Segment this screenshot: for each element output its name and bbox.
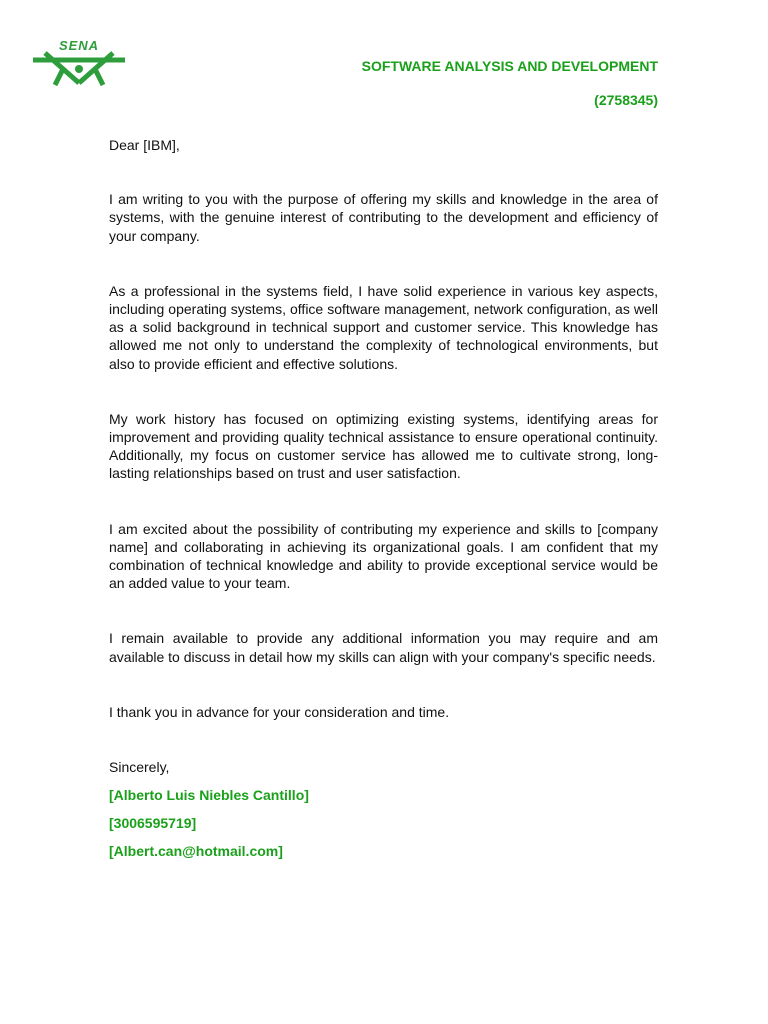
paragraph-work-history: My work history has focused on optimizing existing systems, identifying areas for improvement and providing quality technical assistance to ensure operational continuity. Additionally, my focus on customer service has allowed me to cultivate strong, long-lasting relationships based on trust and user satisfaction.: [109, 410, 658, 482]
paragraph-thanks: I thank you in advance for your consideration and time.: [109, 703, 450, 720]
letter-body: [109, 136, 658, 870]
paragraph-motivation: I am excited about the possibility of contributing my experience and skills to [company name] and collaborating in achieving its organizational goals. I am confident that my combination of technical knowledge and ability to provide exceptional service would be an added value to your team.: [109, 520, 658, 592]
program-title: SOFTWARE ANALYSIS AND DEVELOPMENT: [361, 58, 658, 74]
signature-email: [Albert.can@hotmail.com]: [109, 842, 283, 859]
sena-logo: [31, 39, 127, 89]
paragraph-experience: As a professional in the systems field, I have solid experience in various key aspects, including operating systems, office software management, network configuration, as well as a solid background in technical support and customer service. This knowledge has allowed me not only to understand the complexity of technological environments, but also to provide efficient and effective solutions.: [109, 282, 658, 372]
closing: Sincerely,: [109, 759, 170, 776]
paragraph-intro: I am writing to you with the purpose of offering my skills and knowledge in the area of systems, with the genuine interest of contributing to the development and efficiency of your company.: [109, 191, 658, 244]
sena-logo-icon: [31, 39, 127, 89]
logo-text: SENA: [58, 38, 100, 53]
signature-name: [Alberto Luis Niebles Cantillo]: [109, 787, 309, 804]
salutation: Dear [IBM],: [109, 137, 180, 153]
paragraph-availability: I remain available to provide any additional information you may require and am available to discuss in detail how my skills can align with your company's specific needs.: [109, 630, 658, 665]
program-code: (2758345): [594, 92, 658, 108]
signature-phone: [3006595719]: [109, 815, 197, 832]
